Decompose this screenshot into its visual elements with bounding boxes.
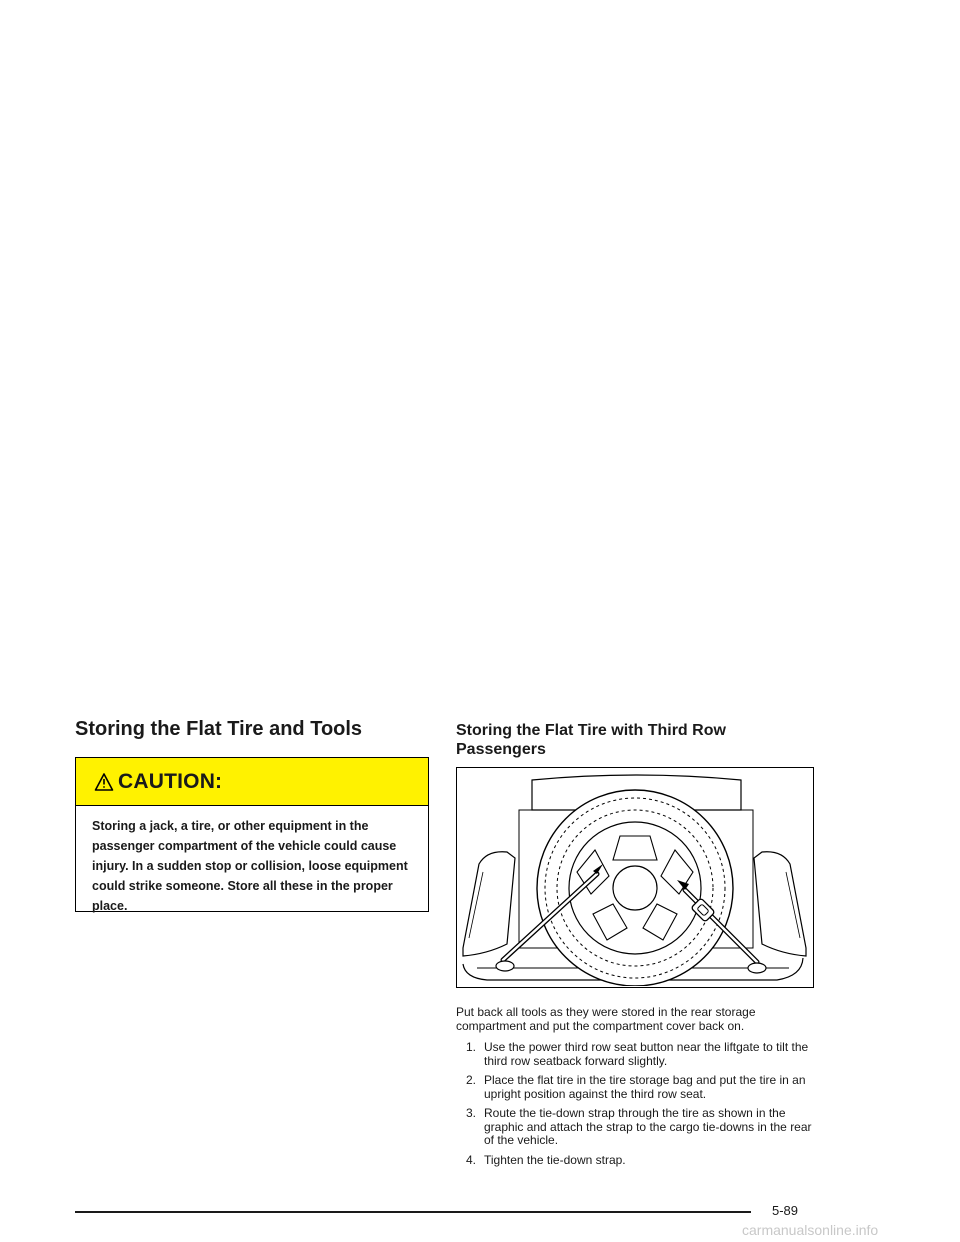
tire-strap-diagram [457, 768, 812, 986]
list-item [466, 1074, 821, 1101]
footer-rule [75, 1211, 751, 1213]
caution-header [76, 758, 428, 806]
step-text: Use the power third row seat button near the liftgate to tilt the third row seatback forward slightly. [484, 1040, 809, 1068]
step-text: Route the tie-down strap through the tire as shown in the graphic and attach the strap to the cargo tie-downs in the rear of the vehicle. [484, 1106, 812, 1147]
caution-text: Storing a jack, a tire, or other equipment in the passenger compartment of the vehicle could cause injury. In a sudden stop or collision, loose equipment could strike someone. Store all these in the proper place. [92, 819, 408, 913]
list-item [466, 1107, 821, 1148]
page-number: 5-89 [772, 1203, 799, 1218]
step-number: 4. [466, 1152, 477, 1167]
warning-triangle-icon [94, 772, 114, 792]
caution-title: CAUTION: [118, 769, 223, 793]
list-item [466, 1154, 821, 1168]
step-number: 2. [466, 1073, 477, 1087]
intro-paragraph: Put back all tools as they were stored in the rear storage compartment and put the compartment cover back on. [456, 1005, 756, 1033]
list-item [466, 1041, 821, 1068]
section-heading-flat-tire-tools: Storing the Flat Tire and Tools [75, 718, 363, 740]
caution-box [75, 757, 429, 912]
step-number: 1. [466, 1040, 477, 1054]
tire-storage-illustration [456, 767, 814, 988]
step-text: Tighten the tie-down strap. [484, 1152, 626, 1167]
step-text: Place the flat tire in the tire storage bag and put the tire in an upright position against the third row seat. [484, 1073, 806, 1101]
step-number: 3. [466, 1106, 477, 1120]
section-heading-third-row: Storing the Flat Tire with Third Row Passengers [456, 722, 726, 758]
watermark: carmanualsonline.info [742, 1222, 879, 1238]
steps-list [466, 1041, 821, 1173]
